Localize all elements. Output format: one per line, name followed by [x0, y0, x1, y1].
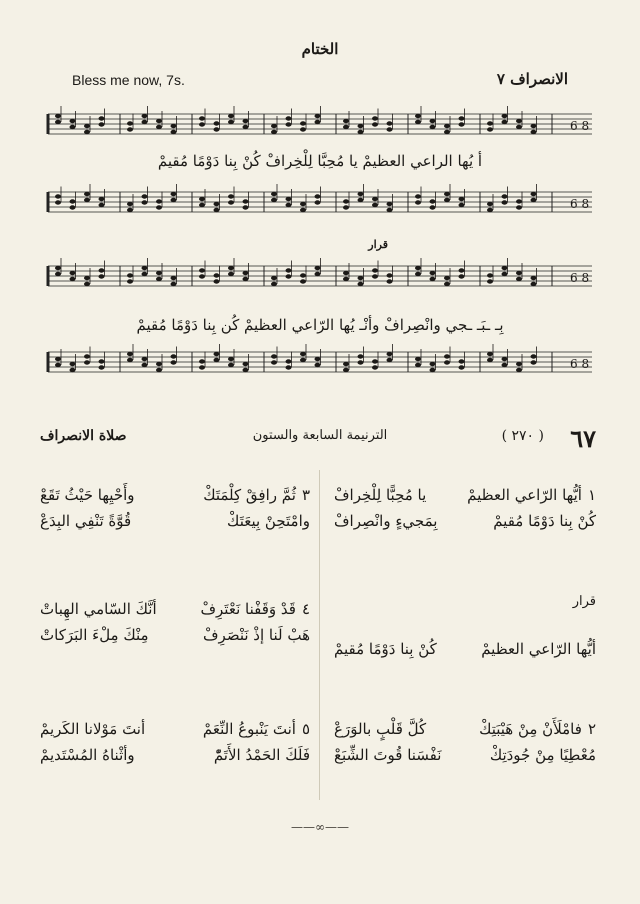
note-head — [243, 271, 249, 275]
note-head — [516, 199, 522, 203]
note-head — [156, 125, 162, 129]
note-head — [243, 125, 249, 129]
note-head — [171, 276, 177, 280]
note-head — [142, 272, 148, 276]
note-head — [84, 130, 90, 134]
lyric-line-1: أ يُها الراعي العظيمْ يا مُحِبَّا لِلْخِرافْ كُنْ بِنا دَوْمًا مُقيمْ — [157, 152, 483, 170]
note-head — [444, 198, 450, 202]
note-head — [99, 268, 105, 272]
note-head — [99, 197, 105, 201]
note-head — [372, 268, 378, 272]
note-head — [487, 127, 493, 131]
note-head — [502, 200, 508, 204]
note-head — [343, 277, 349, 281]
note-head — [286, 274, 292, 278]
note-head — [358, 192, 364, 196]
hymn-index: ( ٢٧٠ ) — [501, 428, 544, 444]
note-head — [315, 363, 321, 367]
note-head — [358, 276, 364, 280]
note-head — [127, 127, 133, 131]
note-head — [142, 363, 148, 367]
note-head — [343, 271, 349, 275]
meter-arabic: الانصراف ٧ — [496, 70, 568, 88]
note-head — [300, 202, 306, 206]
note-head — [84, 354, 90, 358]
note-head — [171, 282, 177, 286]
note-head — [487, 202, 493, 206]
refrain-text: أيُّها الرّاعي العظيمْ كُنْ بِنا دَوْمًا مُقيمْ — [334, 640, 596, 658]
note-head — [99, 203, 105, 207]
note-head — [444, 360, 450, 364]
verse-5: ٥أنتَ يَنْبوعُ النِّعَمْ أنتَ مَوْلانا الكَريمْ فَلَكَ الحَمْدُ الأَتَمّْ وأثْناهُ المُسْتَديمْ — [40, 720, 310, 764]
note-head — [459, 197, 465, 201]
note-head — [300, 352, 306, 356]
note-head — [286, 203, 292, 207]
note-head — [372, 197, 378, 201]
note-head — [142, 357, 148, 361]
note-head — [343, 205, 349, 209]
note-head — [171, 130, 177, 134]
note-head — [444, 130, 450, 134]
lyric-line-2: بِـ ـبَـ ـجي وانْصِرافْ وأنْـ يُها الرّاعي العظيمْ كُن بِنا دَوْمًا مُقيمْ — [136, 316, 504, 334]
hymn-number: ٦٧ — [570, 424, 596, 453]
bass-staff — [48, 184, 592, 212]
note-head — [372, 116, 378, 120]
note-head — [84, 198, 90, 202]
note-head — [343, 199, 349, 203]
note-head — [387, 127, 393, 131]
note-head — [315, 357, 321, 361]
note-head — [300, 121, 306, 125]
note-head — [315, 266, 321, 270]
note-head — [271, 124, 277, 128]
note-head — [502, 357, 508, 361]
note-head — [315, 114, 321, 118]
note-head — [171, 354, 177, 358]
note-head — [531, 282, 537, 286]
bass-staff — [48, 344, 592, 372]
note-head — [214, 202, 220, 206]
note-head — [171, 198, 177, 202]
note-head — [444, 276, 450, 280]
note-head — [214, 358, 220, 362]
note-head — [430, 271, 436, 275]
note-head — [487, 358, 493, 362]
note-head — [199, 122, 205, 126]
note-head — [300, 279, 306, 283]
note-head — [444, 124, 450, 128]
note-head — [415, 114, 421, 118]
note-head — [387, 279, 393, 283]
note-head — [243, 368, 249, 372]
note-head — [343, 125, 349, 129]
note-head — [228, 266, 234, 270]
note-head — [171, 192, 177, 196]
note-head — [84, 276, 90, 280]
note-head — [142, 114, 148, 118]
note-head — [300, 273, 306, 277]
column-divider — [319, 470, 320, 800]
note-head — [430, 205, 436, 209]
note-head — [430, 362, 436, 366]
verse-4: ٤قَدْ وَقَفْنا نَعْتَرِفْ أنَّكَ السّامي الهِباتْ هَبْ لَنا إذْ نَنْصَرِفْ مِنْكَ مِلْءَ البَرَكاتْ — [40, 600, 310, 644]
note-head — [343, 362, 349, 366]
time-signature: 6 8 — [570, 197, 590, 211]
note-head — [127, 208, 133, 212]
note-head — [70, 119, 76, 123]
note-head — [199, 116, 205, 120]
note-head — [156, 199, 162, 203]
note-head — [228, 272, 234, 276]
note-head — [315, 272, 321, 276]
note-head — [516, 205, 522, 209]
note-head — [531, 276, 537, 280]
note-head — [199, 197, 205, 201]
note-head — [156, 119, 162, 123]
note-head — [70, 205, 76, 209]
note-head — [502, 272, 508, 276]
note-head — [271, 192, 277, 196]
note-head — [70, 368, 76, 372]
note-head — [516, 368, 522, 372]
note-head — [70, 362, 76, 366]
note-head — [214, 127, 220, 131]
note-head — [415, 272, 421, 276]
note-head — [228, 357, 234, 361]
note-head — [502, 266, 508, 270]
note-head — [142, 266, 148, 270]
time-signature: 6 8 — [570, 119, 590, 133]
note-head — [459, 116, 465, 120]
note-head — [502, 114, 508, 118]
note-head — [387, 358, 393, 362]
note-head — [387, 352, 393, 356]
note-head — [171, 360, 177, 364]
note-head — [531, 198, 537, 202]
note-head — [516, 119, 522, 123]
note-head — [286, 365, 292, 369]
note-head — [214, 208, 220, 212]
note-head — [199, 274, 205, 278]
note-head — [271, 360, 277, 364]
note-head — [243, 199, 249, 203]
note-head — [415, 266, 421, 270]
note-head — [156, 271, 162, 275]
end-ornament: ——∞—— — [291, 820, 349, 834]
note-head — [286, 197, 292, 201]
note-head — [55, 363, 61, 367]
note-head — [156, 205, 162, 209]
note-head — [99, 116, 105, 120]
note-head — [487, 273, 493, 277]
note-head — [430, 368, 436, 372]
note-head — [286, 122, 292, 126]
note-head — [502, 363, 508, 367]
note-head — [358, 282, 364, 286]
note-head — [459, 268, 465, 272]
note-head — [70, 125, 76, 129]
note-head — [214, 273, 220, 277]
note-head — [315, 194, 321, 198]
note-head — [228, 194, 234, 198]
note-head — [459, 122, 465, 126]
tune-title: الختام — [301, 40, 339, 58]
time-signature: 6 8 — [570, 271, 590, 285]
note-head — [387, 208, 393, 212]
verse-2: ٢فامْلَأَنْ مِنْ هَيْبَتِكْ كُلَّ قَلْبٍ بالوَرَعْ مُعْطِيًا مِنْ جُودَتِكْ نَفْسَنا قُوتَ الشِّبَعْ — [334, 720, 596, 764]
note-head — [171, 124, 177, 128]
note-head — [459, 365, 465, 369]
note-head — [300, 358, 306, 362]
note-head — [228, 120, 234, 124]
note-head — [300, 208, 306, 212]
verse-1: ١أيُّها الرّاعي العظيمْ يا مُحِبًّا لِلْخِرافْ كُنْ بِنا دَوْمًا مُقيمْ بِمَجيءٍ وانْصِرافْ — [334, 486, 596, 530]
note-head — [415, 194, 421, 198]
note-head — [459, 203, 465, 207]
note-head — [271, 130, 277, 134]
note-head — [156, 277, 162, 281]
note-head — [228, 200, 234, 204]
note-head — [444, 282, 450, 286]
note-head — [271, 198, 277, 202]
note-head — [55, 357, 61, 361]
note-head — [156, 362, 162, 366]
note-head — [199, 268, 205, 272]
note-head — [358, 360, 364, 364]
note-head — [142, 120, 148, 124]
note-head — [372, 203, 378, 207]
note-head — [459, 359, 465, 363]
note-head — [387, 273, 393, 277]
note-head — [199, 365, 205, 369]
note-head — [55, 120, 61, 124]
note-head — [487, 279, 493, 283]
note-head — [300, 127, 306, 131]
note-head — [127, 273, 133, 277]
note-head — [271, 354, 277, 358]
note-head — [70, 271, 76, 275]
note-head — [358, 354, 364, 358]
note-head — [199, 359, 205, 363]
note-head — [286, 268, 292, 272]
note-head — [243, 119, 249, 123]
note-head — [55, 272, 61, 276]
note-head — [214, 121, 220, 125]
note-head — [55, 200, 61, 204]
note-head — [243, 362, 249, 366]
note-head — [84, 192, 90, 196]
note-head — [372, 359, 378, 363]
note-head — [487, 208, 493, 212]
note-head — [387, 121, 393, 125]
note-head — [315, 200, 321, 204]
note-head — [372, 274, 378, 278]
note-head — [286, 116, 292, 120]
note-head — [70, 199, 76, 203]
hymn-meter: الترنيمة السابعة والستون — [252, 428, 388, 443]
treble-staff — [48, 258, 592, 286]
note-head — [487, 352, 493, 356]
note-head — [372, 122, 378, 126]
note-head — [127, 121, 133, 125]
verse-3: ٣ثُمَّ رافِقْ كِلْمَتَكْ وأَحْيِها حَيْثُ تَقَعْ وامْتَحِنْ بِيعَتَكْ قُوَّةً تَنْفِي البِدَعْ — [40, 486, 310, 530]
note-head — [127, 352, 133, 356]
note-head — [531, 130, 537, 134]
note-head — [531, 354, 537, 358]
time-signature: 6 8 — [570, 357, 590, 371]
note-head — [516, 125, 522, 129]
note-head — [502, 120, 508, 124]
note-head — [444, 354, 450, 358]
note-head — [228, 363, 234, 367]
refrain-mark: قرار — [368, 238, 388, 251]
note-head — [228, 114, 234, 118]
note-head — [487, 121, 493, 125]
note-head — [55, 114, 61, 118]
note-head — [459, 274, 465, 278]
note-head — [84, 282, 90, 286]
note-head — [271, 282, 277, 286]
hymn-tune: صلاة الانصراف — [40, 428, 127, 444]
note-head — [99, 122, 105, 126]
note-head — [343, 119, 349, 123]
note-head — [358, 198, 364, 202]
note-head — [531, 360, 537, 364]
note-head — [142, 200, 148, 204]
note-head — [430, 277, 436, 281]
note-head — [286, 359, 292, 363]
note-head — [127, 358, 133, 362]
note-head — [243, 277, 249, 281]
note-head — [372, 365, 378, 369]
note-head — [84, 124, 90, 128]
note-head — [271, 276, 277, 280]
note-head — [358, 124, 364, 128]
note-head — [343, 368, 349, 372]
note-head — [199, 203, 205, 207]
note-head — [358, 130, 364, 134]
note-head — [70, 277, 76, 281]
note-head — [516, 271, 522, 275]
note-head — [99, 359, 105, 363]
note-head — [99, 365, 105, 369]
note-head — [531, 192, 537, 196]
note-head — [214, 279, 220, 283]
note-head — [127, 202, 133, 206]
refrain-label: قرار — [572, 594, 596, 609]
note-head — [444, 192, 450, 196]
note-head — [502, 194, 508, 198]
treble-staff — [48, 106, 592, 134]
note-head — [531, 124, 537, 128]
note-head — [415, 200, 421, 204]
note-head — [516, 362, 522, 366]
note-head — [430, 199, 436, 203]
note-head — [99, 274, 105, 278]
meter-english: Bless me now, 7s. — [72, 72, 185, 88]
note-head — [430, 119, 436, 123]
note-head — [55, 266, 61, 270]
note-head — [415, 363, 421, 367]
note-head — [127, 279, 133, 283]
note-head — [430, 125, 436, 129]
note-head — [55, 194, 61, 198]
note-head — [387, 202, 393, 206]
note-head — [315, 120, 321, 124]
note-head — [516, 277, 522, 281]
note-head — [214, 352, 220, 356]
note-head — [156, 368, 162, 372]
note-head — [415, 120, 421, 124]
note-head — [142, 194, 148, 198]
note-head — [84, 360, 90, 364]
note-head — [243, 205, 249, 209]
note-head — [415, 357, 421, 361]
